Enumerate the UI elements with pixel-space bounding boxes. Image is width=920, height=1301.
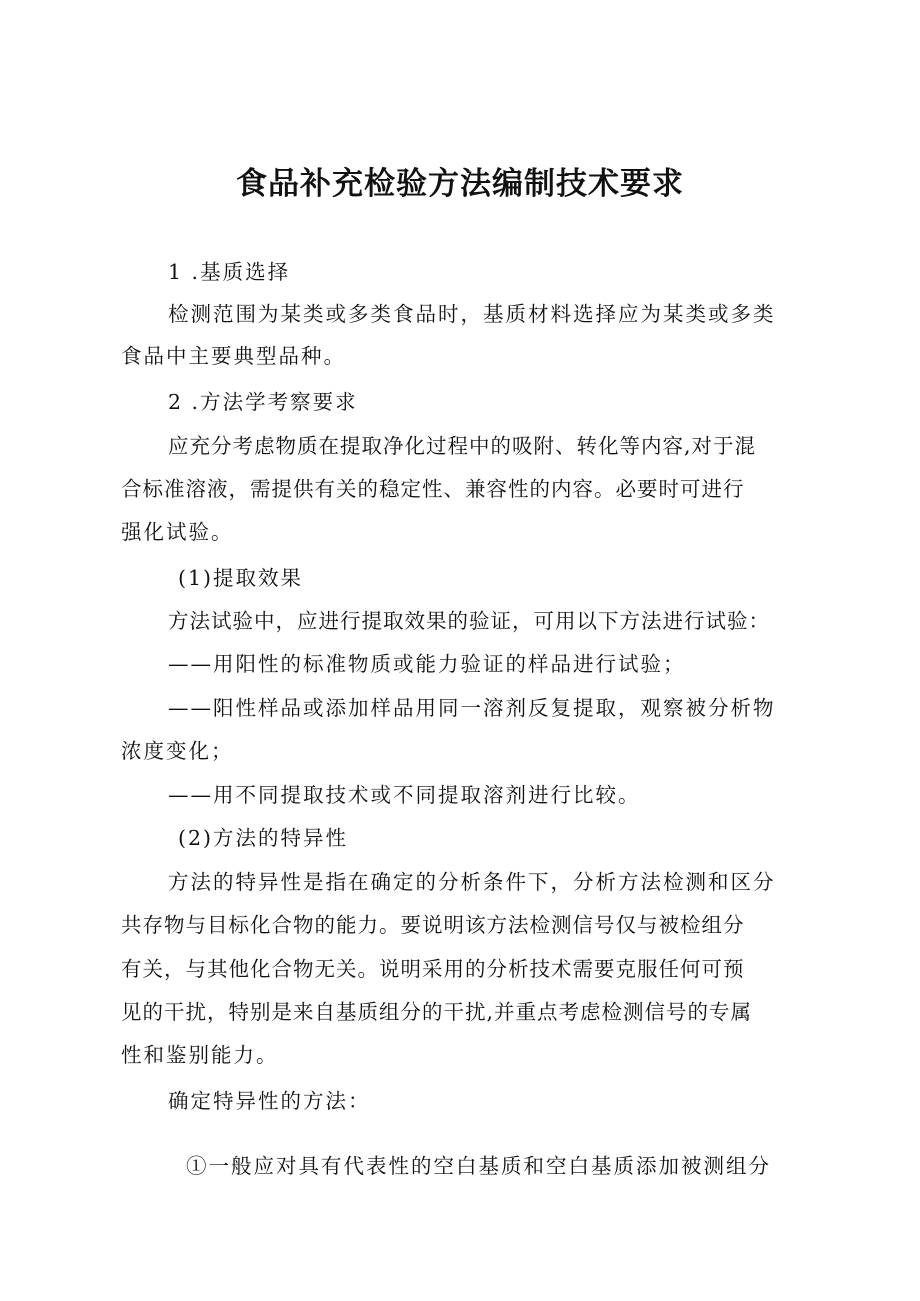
paragraph-line: 有关，与其他化合物无关。说明采用的分析技术需要克服任何可预 [121,957,745,981]
list-item: ——用阳性的标准物质或能力验证的样品进行试验； [168,652,686,676]
section-heading: 1 .基质选择 [168,260,291,284]
list-item: ——用不同提取技术或不同提取溶剂进行比较。 [168,783,641,807]
paragraph-line: 见的干扰，特别是来自基质组分的干扰,并重点考虑检测信号的专属 [121,1000,753,1024]
paragraph-line: 确定特异性的方法： [168,1089,371,1113]
list-item: ——阳性样品或添加样品用同一溶剂反复提取，观察被分析物 [168,696,776,720]
paragraph-line: 应充分考虑物质在提取净化过程中的吸附、转化等内容,对于混 [168,434,757,458]
paragraph-line: 食品中主要典型品种。 [121,344,346,368]
paragraph-line: 浓度变化； [121,739,234,763]
paragraph-line: 检测范围为某类或多类食品时，基质材料选择应为某类或多类 [168,302,776,326]
document-title: 食品补充检验方法编制技术要求 [236,166,684,202]
paragraph-line: 合标准溶液，需提供有关的稳定性、兼容性的内容。必要时可进行 [121,477,745,501]
list-item: ①一般应对具有代表性的空白基质和空白基质添加被测组分 [186,1154,771,1178]
section-heading: 2 .方法学考察要求 [168,390,358,414]
paragraph-line: 性和鉴别能力。 [121,1043,279,1067]
paragraph-line: 方法的特异性是指在确定的分析条件下，分析方法检测和区分 [168,870,776,894]
paragraph-line: 方法试验中，应进行提取效果的验证，可用以下方法进行试验： [168,609,770,633]
subsection-heading: (1)提取效果 [178,566,304,590]
paragraph-line: 共存物与目标化合物的能力。要说明该方法检测信号仅与被检组分 [121,913,745,937]
paragraph-line: 强化试验。 [121,520,234,544]
subsection-heading: (2)方法的特异性 [178,826,349,850]
